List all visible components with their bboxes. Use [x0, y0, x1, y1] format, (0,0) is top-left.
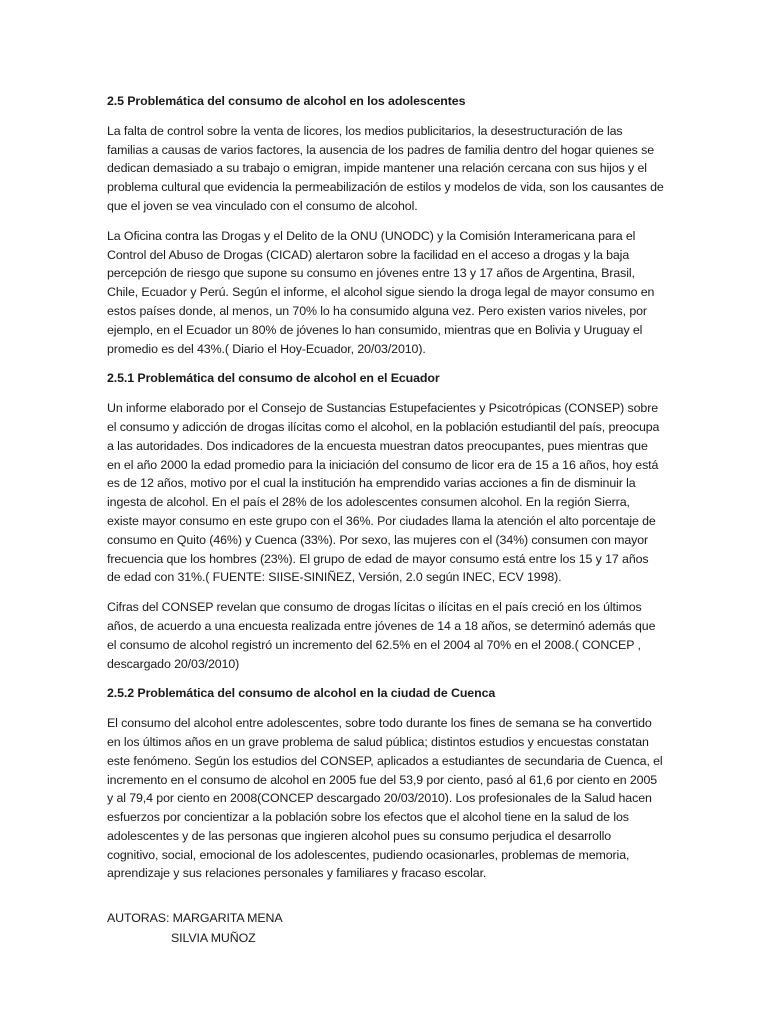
paragraph: Un informe elaborado por el Consejo de Sustancias Estupefacientes y Psicotrópicas (CONSEP) sobre el consumo y adicción de drogas ilícitas como el alcohol, en la población estudiantil del país, preocupa a las autoridades. Dos indicadores de la encuesta muestran datos preocupantes, pues mientras que en el año 2000 la edad promedio para la iniciación del consumo de licor era de 15 a 16 años, hoy está es de 12 años, motivo por el cual la institución ha emprendido varias acciones a fin de disminuir la ingesta de alcohol. En el país el 28% de los adolescentes consumen alcohol. En la región Sierra, existe mayor consumo en este grupo con el 36%. Por ciudades llama la atención el alto porcentaje de consumo en Quito (46%) y Cuenca (33%). Por sexo, las mujeres con el (34%) consumen con mayor frecuencia que los hombres (23%). El grupo de edad de mayor consumo está entre los 15 y 17 años de edad con 31%.( FUENTE: SIISE-SINIÑEZ, Versión, 2.0 según INEC, ECV 1998).	[107, 401, 660, 585]
paragraph: La falta de control sobre la venta de licores, los medios publicitarios, la desestructuración de las familias a causas de varios factores, la ausencia de los padres de familia dentro del hogar quienes se dedican demasiado a su trabajo o emigran, impide mantener una relación cercana con sus hijos y el problema cultural que evidencia la permeabilización de estilos y modelos de vida, son los causantes de que el joven se vea vinculado con el consumo de alcohol.	[107, 123, 664, 213]
section-heading-2-5-2: 2.5.2 Problemática del consumo de alcohol en la ciudad de Cuenca	[107, 686, 496, 701]
paragraph: Cifras del CONSEP revelan que consumo de drogas lícitas o ilícitas en el país creció en los últimos años, de acuerdo a una encuesta realizada entre jóvenes de 14 a 18 años, se determinó además que el consumo de alcohol registró un incremento del 62.5% en el 2004 al 70% en el 2008.( CONCEP , descargado 20/03/2010)	[107, 600, 656, 671]
paragraph: El consumo del alcohol entre adolescentes, sobre todo durante los fines de semana se ha convertido en los últimos años en un grave problema de salud pública; distintos estudios y encuestas constatan este fenómeno. Según los estudios del CONSEP, aplicados a estudiantes de secundaria de Cuenca, el incremento en el consumo de alcohol en 2005 fue del 53,9 por ciento, pasó al 61,6 por ciento en 2005 y al 79,4 por ciento en 2008(CONCEP descargado 20/03/2010). Los profesionales de la Salud hacen esfuerzos por concientizar a la población sobre los efectos que el alcohol tiene en la salud de los adolescentes y de las personas que ingieren alcohol pues su consumo perjudica el desarrollo cognitivo, social, emocional de los adolescentes, pudiendo ocasionarles, problemas de memoria, aprendizaje y sus relaciones personales y familiares y fracaso escolar.	[107, 716, 663, 881]
authors-line-2: SILVIA MUÑOZ	[171, 930, 256, 945]
section-heading-2-5-1: 2.5.1 Problemática del consumo de alcohol en el Ecuador	[107, 371, 440, 386]
authors-line-1: AUTORAS: MARGARITA MENA	[107, 911, 283, 926]
section-heading-2-5: 2.5 Problemática del consumo de alcohol en los adolescentes	[107, 94, 466, 108]
authors-block	[107, 909, 664, 948]
paragraph: La Oficina contra las Drogas y el Delito de la ONU (UNODC) y la Comisión Interamericana para el Control del Abuso de Drogas (CICAD) alertaron sobre la facilidad en el acceso a drogas y la baja percepción de riesgo que supone su consumo en jóvenes entre 13 y 17 años de Argentina, Brasil, Chile, Ecuador y Perú. Según el informe, el alcohol sigue siendo la droga legal de mayor consumo en estos países donde, al menos, un 70% lo ha consumido alguna vez. Pero existen varios niveles, por ejemplo, en el Ecuador un 80% de jóvenes lo han consumido, mientras que en Bolivia y Uruguay el promedio es del 43%.( Diario el Hoy-Ecuador, 20/03/2010).	[107, 228, 655, 356]
